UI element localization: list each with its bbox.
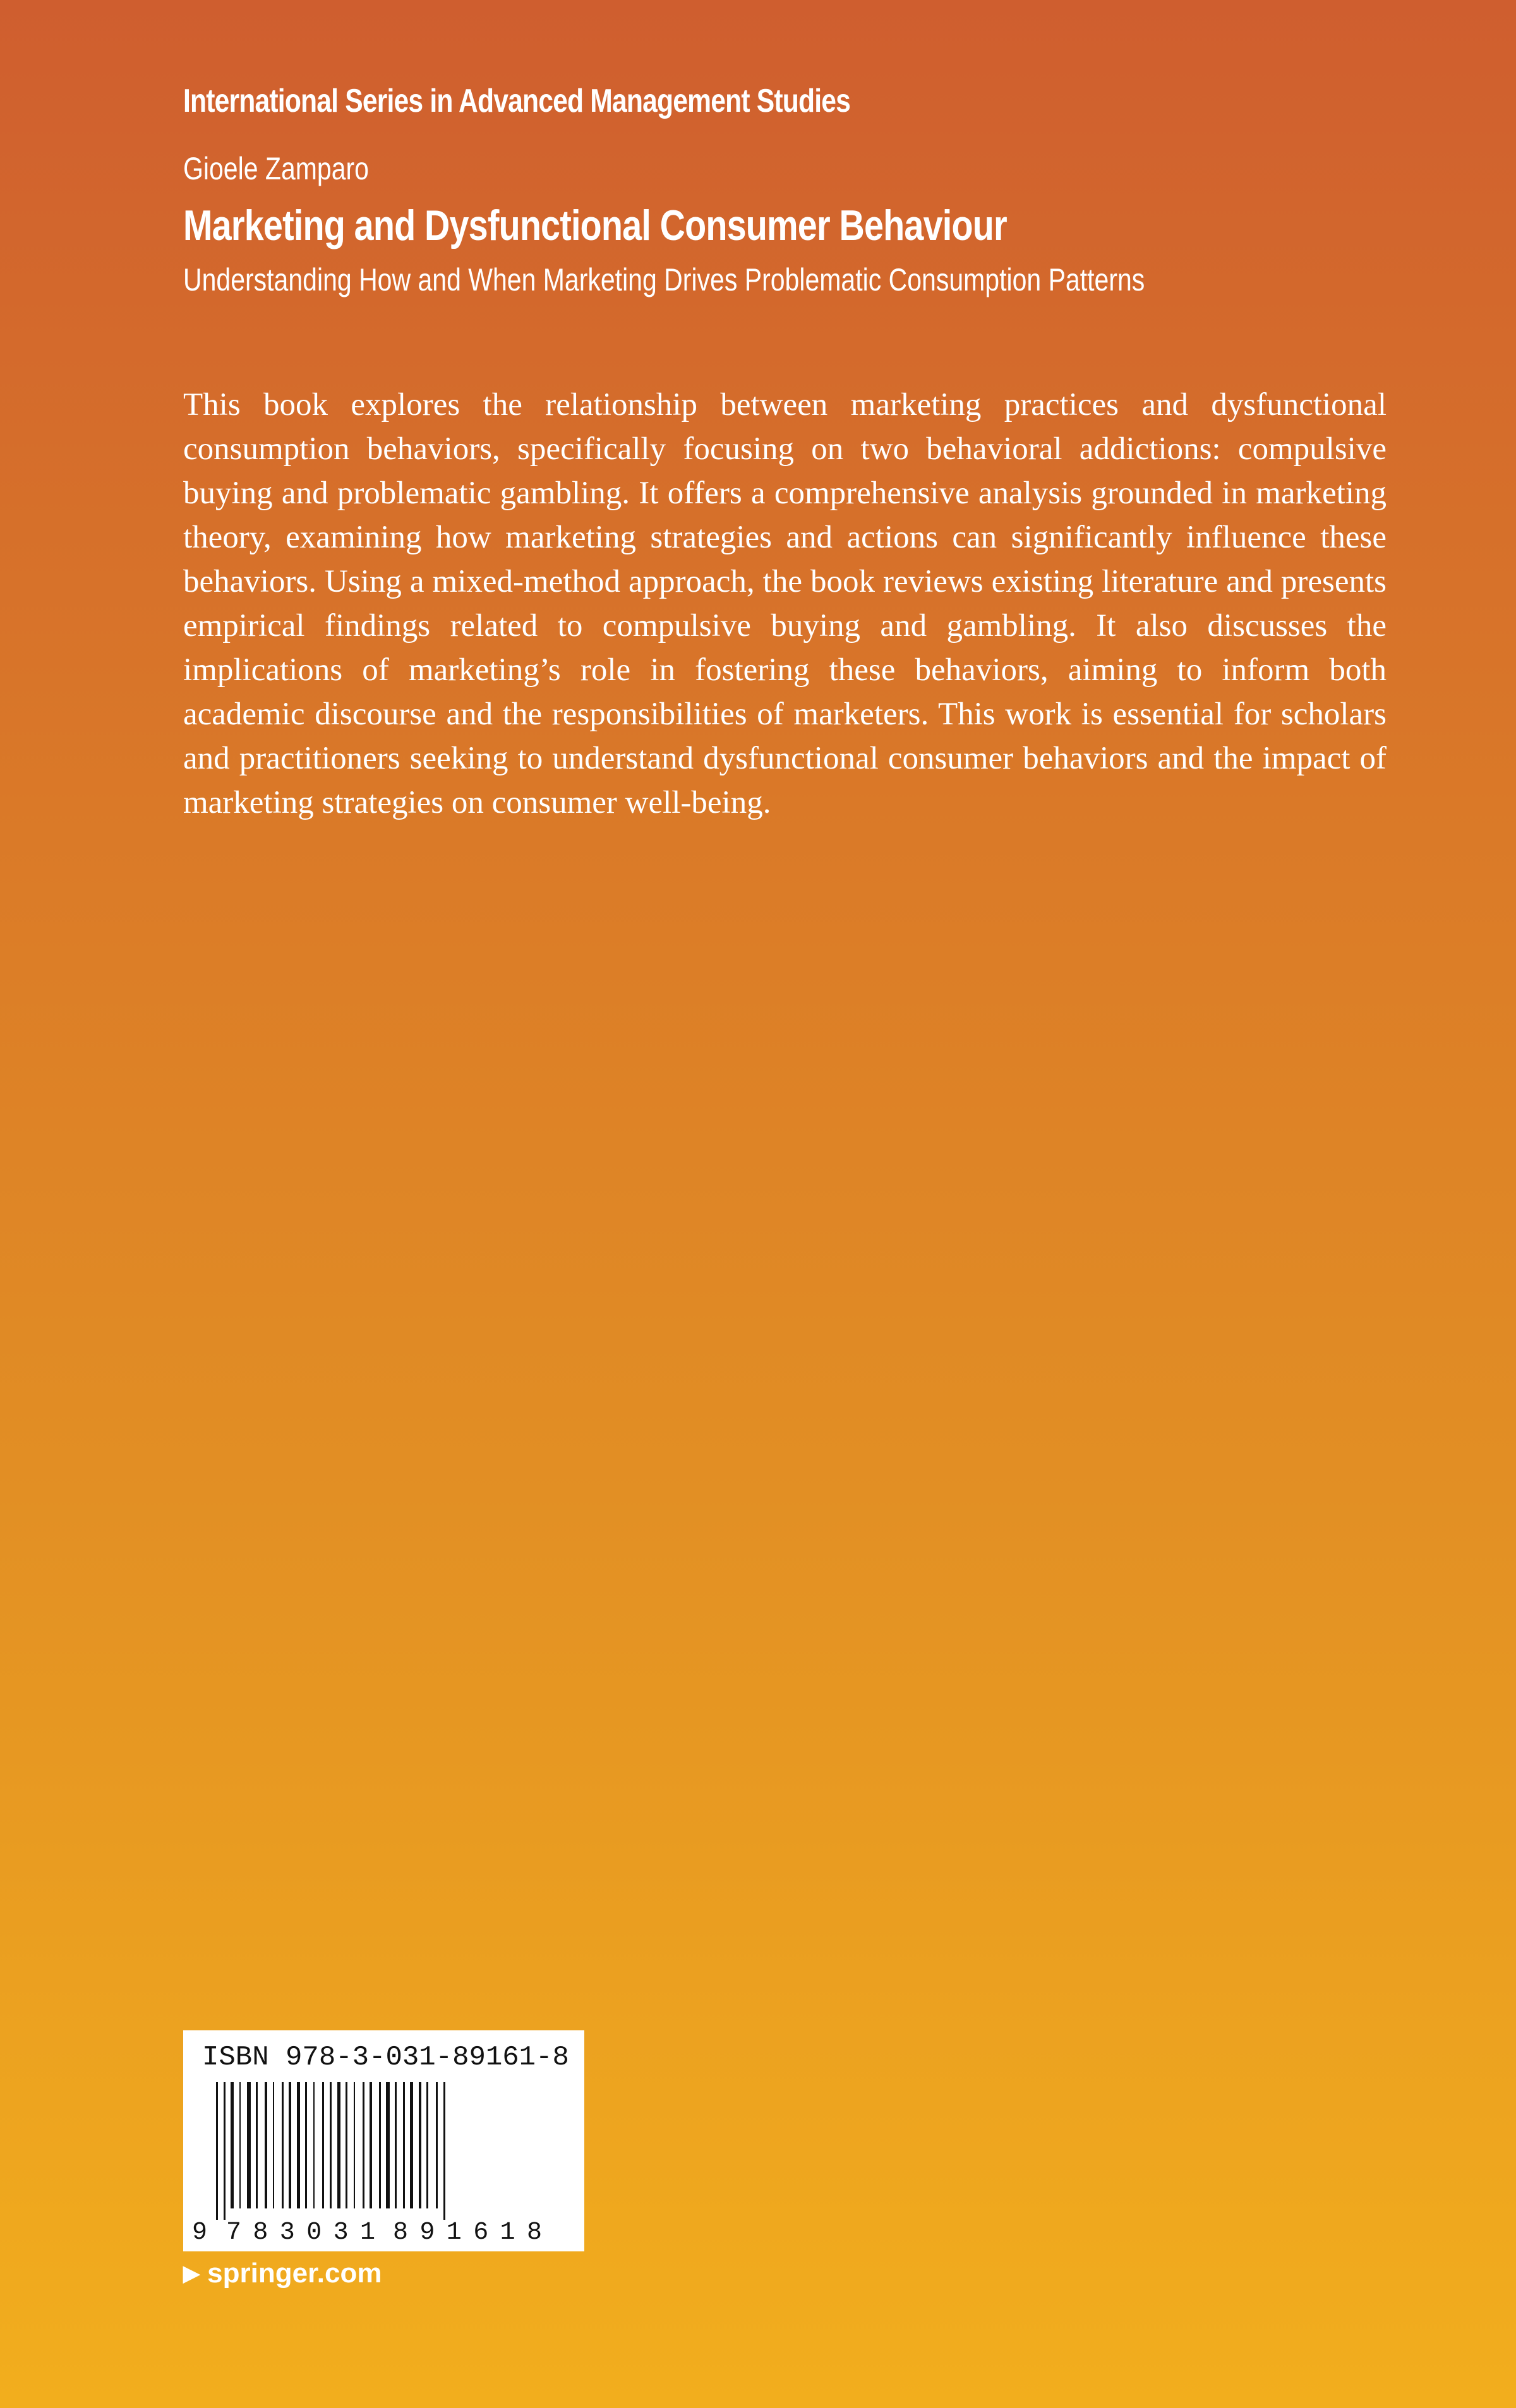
book-description: This book explores the relationship between marketing practices and dysfunctional consumption behaviors, specifically focusing on two behavioral addictions: compulsive buying and problematic gambling. It offers a comprehensive analysis grounded in marketing theory, examining how marketing strategies and actions can significantly influence these behaviors. Using a mixed-method approach, the book reviews existing literature and presents empirical findings related to compulsive buying and gambling. It also discusses the implications of marketing’s role in fostering these behaviors, aiming to inform both academic discourse and the responsibilities of marketers. This work is essential for scholars and practitioners seeking to understand dysfunctional consumer behaviors and the impact of marketing strategies on consumer well-being. xyxy=(183,387,1387,820)
barcode-bar xyxy=(443,2082,445,2220)
barcode-bar xyxy=(273,2082,274,2208)
book-title: Marketing and Dysfunctional Consumer Behaviour xyxy=(183,201,1007,249)
barcode-bar xyxy=(337,2082,340,2208)
author-name: Gioele Zamparo xyxy=(183,151,369,186)
barcode-bar xyxy=(216,2082,218,2220)
barcode-bar xyxy=(379,2082,381,2208)
barcode-bar xyxy=(231,2082,234,2208)
barcode-bar xyxy=(265,2082,267,2208)
barcode-bar xyxy=(403,2082,405,2208)
triangle-right-icon: ▶ xyxy=(183,2261,200,2285)
barcode-bar xyxy=(239,2082,241,2208)
barcode-bar xyxy=(313,2082,315,2208)
barcode-bar xyxy=(282,2082,284,2208)
barcode-bar xyxy=(305,2082,307,2208)
barcode-bar xyxy=(363,2082,364,2208)
barcode-bar xyxy=(370,2082,372,2208)
book-subtitle: Understanding How and When Marketing Drives Problematic Consumption Patterns xyxy=(183,262,1145,297)
publisher-link[interactable] xyxy=(183,2258,382,2289)
barcode-bar xyxy=(436,2082,438,2208)
barcode-bar xyxy=(419,2082,421,2208)
isbn-number: ISBN 978-3-031-89161-8 xyxy=(202,2042,569,2073)
isbn-barcode xyxy=(183,2030,584,2251)
barcode-bar xyxy=(322,2082,324,2208)
barcode-bar xyxy=(346,2082,347,2208)
barcode-bar xyxy=(247,2082,251,2208)
barcode-digits-right: 891618 xyxy=(393,2219,542,2247)
barcode-bar xyxy=(289,2082,291,2208)
barcode-bar xyxy=(395,2082,397,2208)
series-title: International Series in Advanced Management Studies xyxy=(183,83,851,119)
barcode-bar xyxy=(354,2082,355,2208)
barcode-bar xyxy=(386,2082,390,2208)
barcode-bar xyxy=(330,2082,332,2208)
barcode-digits-left: 783031 xyxy=(226,2219,375,2247)
barcode-digit-lead: 9 xyxy=(192,2219,208,2247)
barcode-bar xyxy=(224,2082,226,2220)
barcode-graphic xyxy=(183,2030,584,2251)
publisher-link-text: springer.com xyxy=(207,2258,382,2289)
barcode-bar xyxy=(426,2082,428,2208)
barcode-bar xyxy=(256,2082,258,2208)
barcode-bar xyxy=(410,2082,413,2208)
barcode-bar xyxy=(297,2082,300,2208)
